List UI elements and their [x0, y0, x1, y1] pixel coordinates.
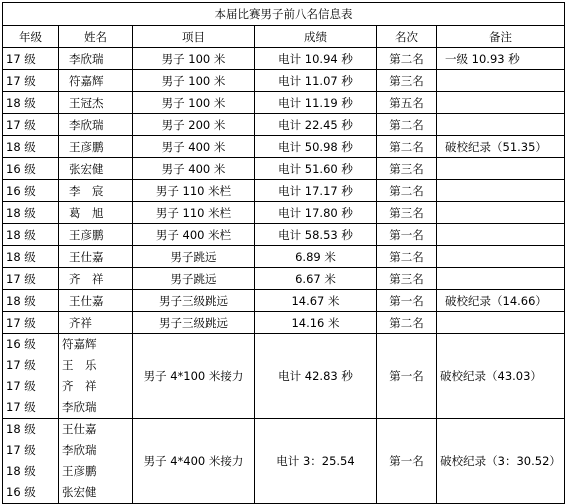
cell-rank: 第二名	[377, 312, 437, 334]
cell-grade: 18 级	[3, 246, 59, 268]
relay-name: 齐 祥	[62, 379, 97, 393]
cell-rank: 第二名	[377, 246, 437, 268]
cell-rank: 第三名	[377, 158, 437, 180]
cell-result: 电计 17.80 秒	[255, 202, 377, 224]
cell-name: 齐祥	[59, 312, 133, 334]
cell-remark: 破校纪录（43.03）	[437, 334, 565, 419]
relay-name: 王 乐	[62, 358, 97, 372]
table-title: 本届比赛男子前八名信息表	[3, 3, 565, 26]
table-row	[3, 180, 565, 202]
cell-event: 男子 100 米	[133, 92, 255, 114]
relay-grade: 17 级	[6, 379, 36, 393]
cell-rank: 第二名	[377, 48, 437, 70]
cell-result: 6.67 米	[255, 268, 377, 290]
cell-event: 男子 4*400 米接力	[133, 419, 255, 504]
header-name: 姓名	[59, 26, 133, 48]
table-row	[3, 290, 565, 312]
title-row	[3, 3, 565, 26]
cell-event: 男子 200 米	[133, 114, 255, 136]
cell-grade: 18 级	[3, 136, 59, 158]
cell-grade: 18 级	[3, 202, 59, 224]
table-row	[3, 246, 565, 268]
cell-result: 电计 3：25.54	[255, 419, 377, 504]
cell-name: 李 宸	[59, 180, 133, 202]
relay-name: 王彦鹏	[62, 464, 97, 478]
cell-grade: 16 级	[3, 158, 59, 180]
cell-rank: 第一名	[377, 419, 437, 504]
cell-rank: 第一名	[377, 290, 437, 312]
cell-rank: 第一名	[377, 334, 437, 419]
cell-relay-grades	[3, 334, 59, 419]
cell-event: 男子 110 米栏	[133, 180, 255, 202]
cell-relay-grades	[3, 419, 59, 504]
cell-grade: 17 级	[3, 268, 59, 290]
cell-remark	[437, 268, 565, 290]
cell-event: 男子 4*100 米接力	[133, 334, 255, 419]
cell-grade: 18 级	[3, 290, 59, 312]
cell-result: 电计 11.07 秒	[255, 70, 377, 92]
cell-name: 李欣瑞	[59, 114, 133, 136]
table-row	[3, 70, 565, 92]
cell-result: 电计 50.98 秒	[255, 136, 377, 158]
cell-result: 电计 22.45 秒	[255, 114, 377, 136]
cell-result: 电计 58.53 秒	[255, 224, 377, 246]
table-row	[3, 114, 565, 136]
relay-grade: 18 级	[6, 464, 36, 478]
cell-remark	[437, 312, 565, 334]
relay-grade: 17 级	[6, 400, 36, 414]
cell-rank: 第三名	[377, 268, 437, 290]
cell-result: 6.89 米	[255, 246, 377, 268]
relay-grade: 17 级	[6, 443, 36, 457]
relay-name: 李欣瑞	[62, 443, 97, 457]
relay-grade: 16 级	[6, 485, 36, 499]
table-row	[3, 202, 565, 224]
cell-remark: 一级 10.93 秒	[437, 48, 565, 70]
cell-name: 张宏健	[59, 158, 133, 180]
cell-remark	[437, 180, 565, 202]
cell-result: 电计 11.19 秒	[255, 92, 377, 114]
header-rank: 名次	[377, 26, 437, 48]
cell-remark: 破校纪录（3：30.52）	[437, 419, 565, 504]
cell-name: 王冠杰	[59, 92, 133, 114]
cell-grade: 18 级	[3, 224, 59, 246]
cell-result: 14.67 米	[255, 290, 377, 312]
cell-name: 王仕嘉	[59, 246, 133, 268]
relay-grade: 16 级	[6, 337, 36, 351]
cell-remark	[437, 202, 565, 224]
cell-remark: 破校纪录（51.35）	[437, 136, 565, 158]
cell-event: 男子 400 米	[133, 158, 255, 180]
cell-event: 男子三级跳远	[133, 290, 255, 312]
cell-name: 李欣瑞	[59, 48, 133, 70]
table-row	[3, 136, 565, 158]
cell-grade: 16 级	[3, 180, 59, 202]
cell-remark	[437, 158, 565, 180]
relay-grade: 18 级	[6, 422, 36, 436]
relay-name: 符嘉辉	[62, 337, 97, 351]
table-row	[3, 312, 565, 334]
cell-name: 王彦鹏	[59, 224, 133, 246]
relay-grade: 17 级	[6, 358, 36, 372]
cell-grade: 17 级	[3, 70, 59, 92]
cell-remark	[437, 114, 565, 136]
table-row	[3, 224, 565, 246]
relay-name: 李欣瑞	[62, 400, 97, 414]
header-row	[3, 26, 565, 48]
cell-rank: 第二名	[377, 180, 437, 202]
cell-name: 齐 祥	[59, 268, 133, 290]
cell-result: 电计 10.94 秒	[255, 48, 377, 70]
cell-result: 电计 17.17 秒	[255, 180, 377, 202]
cell-remark	[437, 92, 565, 114]
relay-row	[3, 334, 565, 419]
header-event: 项目	[133, 26, 255, 48]
cell-event: 男子 100 米	[133, 48, 255, 70]
cell-grade: 17 级	[3, 114, 59, 136]
cell-relay-names	[59, 334, 133, 419]
cell-name: 符嘉辉	[59, 70, 133, 92]
header-grade: 年级	[3, 26, 59, 48]
cell-rank: 第三名	[377, 70, 437, 92]
cell-event: 男子跳远	[133, 246, 255, 268]
relay-name: 张宏健	[62, 485, 97, 499]
cell-rank: 第三名	[377, 202, 437, 224]
table-row	[3, 92, 565, 114]
cell-name: 王仕嘉	[59, 290, 133, 312]
relay-row	[3, 419, 565, 504]
athlete-info-table	[2, 2, 565, 504]
cell-event: 男子三级跳远	[133, 312, 255, 334]
cell-event: 男子 100 米	[133, 70, 255, 92]
cell-rank: 第二名	[377, 114, 437, 136]
cell-remark	[437, 224, 565, 246]
cell-event: 男子跳远	[133, 268, 255, 290]
cell-name: 葛 旭	[59, 202, 133, 224]
header-result: 成绩	[255, 26, 377, 48]
cell-remark	[437, 246, 565, 268]
table-row	[3, 48, 565, 70]
cell-rank: 第五名	[377, 92, 437, 114]
cell-event: 男子 400 米栏	[133, 224, 255, 246]
relay-name: 王仕嘉	[62, 422, 97, 436]
cell-grade: 18 级	[3, 92, 59, 114]
table-row	[3, 158, 565, 180]
cell-event: 男子 110 米栏	[133, 202, 255, 224]
cell-remark: 破校纪录（14.66）	[437, 290, 565, 312]
cell-remark	[437, 70, 565, 92]
cell-result: 14.16 米	[255, 312, 377, 334]
cell-result: 电计 42.83 秒	[255, 334, 377, 419]
cell-name: 王彦鹏	[59, 136, 133, 158]
table-row	[3, 268, 565, 290]
header-remark: 备注	[437, 26, 565, 48]
cell-grade: 17 级	[3, 48, 59, 70]
cell-event: 男子 400 米	[133, 136, 255, 158]
cell-result: 电计 51.60 秒	[255, 158, 377, 180]
cell-grade: 17 级	[3, 312, 59, 334]
cell-relay-names	[59, 419, 133, 504]
cell-rank: 第一名	[377, 224, 437, 246]
cell-rank: 第二名	[377, 136, 437, 158]
